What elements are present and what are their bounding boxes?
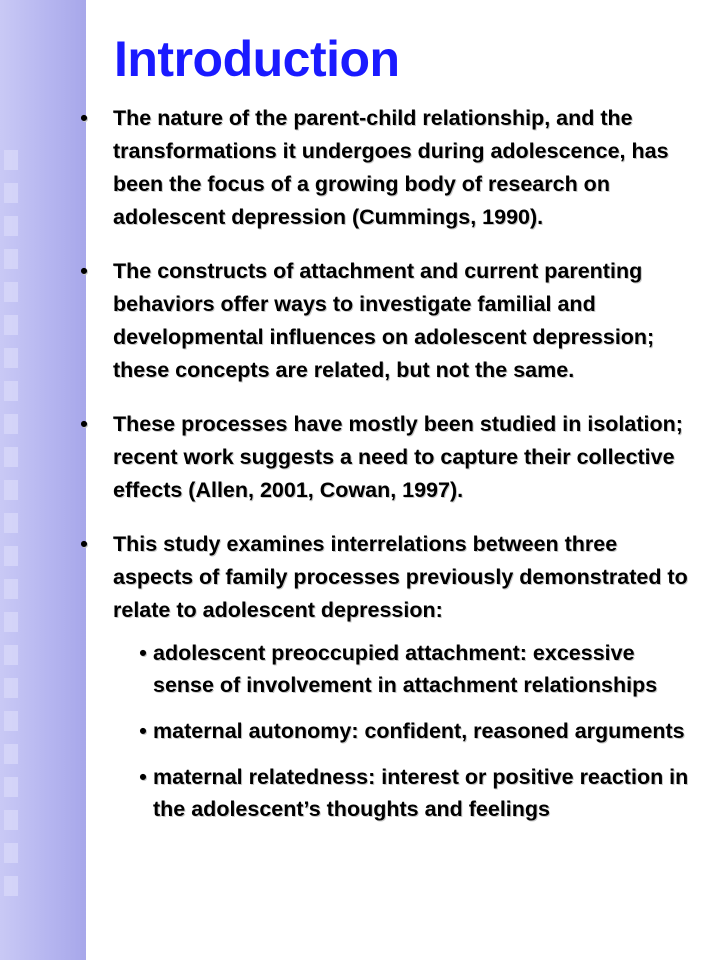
decorative-tile (4, 282, 18, 302)
sub-bullet-text: maternal autonomy: confident, reasoned arguments (153, 719, 685, 743)
decorative-tile (4, 513, 18, 533)
decorative-tile (4, 216, 18, 236)
bullet-item (76, 408, 692, 507)
bullet-text: The nature of the parent-child relationship, and the transformations it undergoes during adolescence, has been the focus of a growing body of research on adolescent depression (Cummings, 1990). (113, 106, 669, 229)
decorative-tile (4, 249, 18, 269)
sub-bullet-dot-icon: • (139, 719, 147, 743)
bullet-text: The constructs of attachment and current parenting behaviors offer ways to investigate familial and developmental influences on adolescent depression; these concepts are related, but not the same. (113, 259, 655, 382)
bullet-dot-icon: • (80, 412, 88, 436)
decorative-tile (4, 150, 18, 170)
decorative-tile (4, 480, 18, 500)
bullet-item (76, 528, 692, 825)
bullet-item (76, 102, 692, 234)
bullet-dot-icon: • (80, 259, 88, 283)
bullet-list (76, 102, 692, 846)
bullet-item (76, 255, 692, 387)
decorative-tile (4, 447, 18, 467)
decorative-tile (4, 414, 18, 434)
sub-bullet-list (113, 637, 692, 825)
decorative-tile (4, 315, 18, 335)
decorative-side-strip (0, 0, 86, 960)
bullet-dot-icon: • (80, 532, 88, 556)
sub-bullet-text: maternal relatedness: interest or positive reaction in the adolescent’s thoughts and feelings (153, 765, 689, 821)
decorative-tile (4, 381, 18, 401)
decorative-tile (4, 777, 18, 797)
decorative-tile (4, 810, 18, 830)
sub-bullet-dot-icon: • (139, 641, 147, 665)
decorative-tile (4, 711, 18, 731)
sub-bullet-item (113, 715, 692, 747)
decorative-tile (4, 579, 18, 599)
decorative-tile (4, 678, 18, 698)
decorative-tile (4, 645, 18, 665)
decorative-tile (4, 843, 18, 863)
decorative-tile (4, 612, 18, 632)
bullet-text: These processes have mostly been studied in isolation; recent work suggests a need to capture their collective effects (Allen, 2001, Cowan, 1997). (113, 412, 683, 502)
decorative-tile-column (4, 0, 18, 960)
bullet-dot-icon: • (80, 106, 88, 130)
sub-bullet-dot-icon: • (139, 765, 147, 789)
sub-bullet-item (113, 637, 692, 701)
decorative-tile (4, 744, 18, 764)
bullet-text: This study examines interrelations between three aspects of family processes previously demonstrated to relate to adolescent depression: (113, 532, 688, 622)
slide-title: Introduction (114, 31, 400, 87)
decorative-tile (4, 183, 18, 203)
sub-bullet-text: adolescent preoccupied attachment: excessive sense of involvement in attachment relationships (153, 641, 658, 697)
decorative-tile (4, 876, 18, 896)
decorative-tile (4, 348, 18, 368)
decorative-tile (4, 546, 18, 566)
sub-bullet-item (113, 761, 692, 825)
